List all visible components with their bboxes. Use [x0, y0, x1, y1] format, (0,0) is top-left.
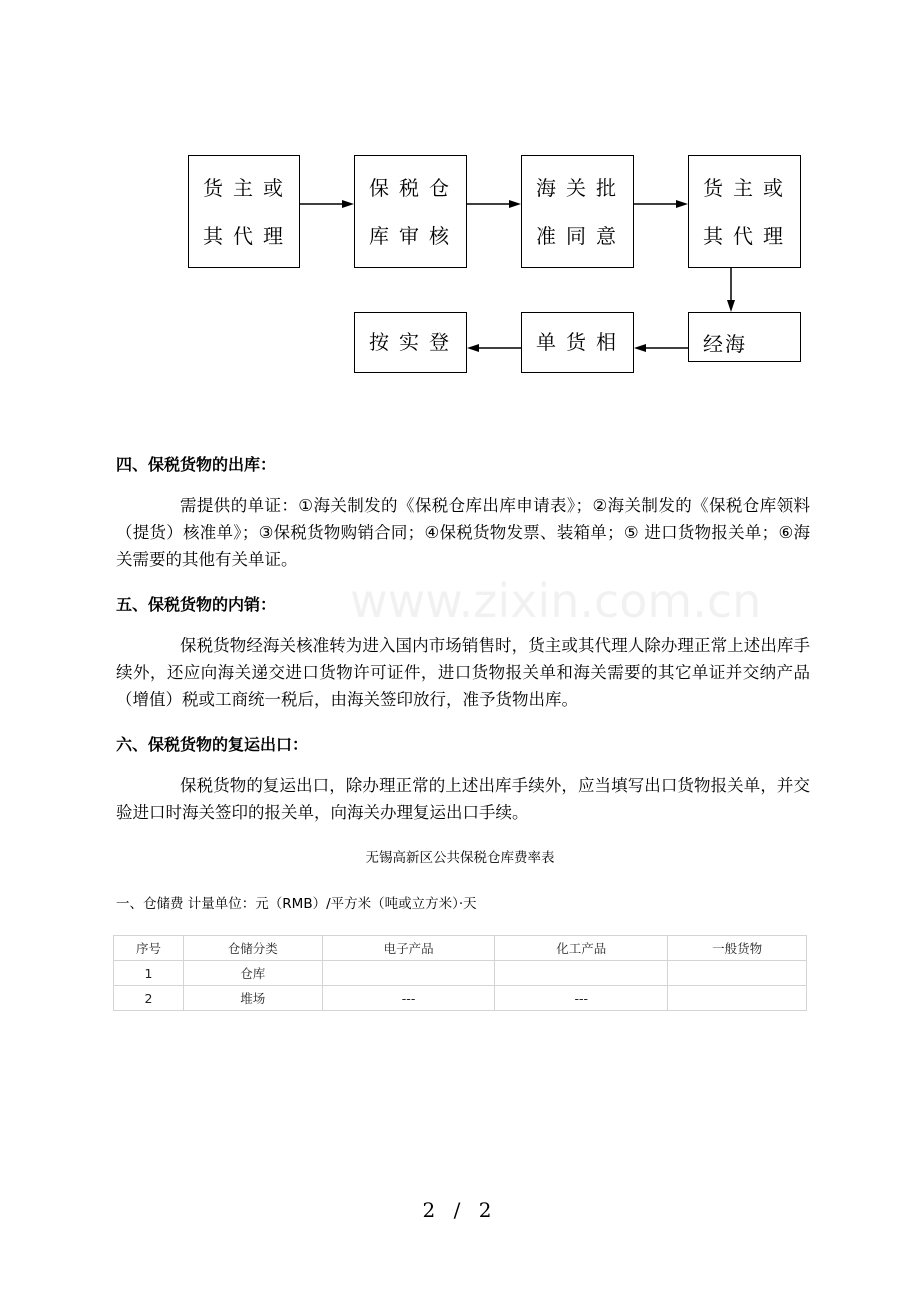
arrowhead: [727, 300, 735, 312]
arrowhead: [342, 200, 354, 208]
arrowhead: [676, 200, 688, 208]
table-cell: [668, 961, 807, 986]
flow-box-text: 其代理: [203, 224, 293, 248]
section-body-outbound: 需提供的单证：①海关制发的《保税仓库出库申请表》；②海关制发的《保税仓库领料（提货）核准单》；③保税货物购销合同；④保税货物发票、装箱单；⑤ 进口货物报关单；⑥海关需要的其他有关单证。: [116, 496, 810, 569]
flow-box-text: 其代理: [703, 224, 793, 248]
page-number: 2 / 2: [422, 1198, 498, 1222]
flow-box-text: 库审核: [369, 224, 459, 248]
flowchart-arrows: [0, 0, 920, 420]
flow-box-text: 货主或: [203, 176, 293, 200]
section-heading-outbound: 四、保税货物的出库：: [116, 455, 277, 474]
watermark: www.zixin.com.cn: [350, 574, 762, 628]
flow-box-text: 准同意: [536, 224, 626, 248]
rate-table-unit-line: 一、仓储费 计量单位：元（RMB）/平方米（吨或立方米）·天: [116, 896, 477, 912]
table-row: [114, 986, 807, 1011]
table-cell: 1: [114, 961, 184, 986]
section-heading-re-export: 六、保税货物的复运出口：: [116, 735, 309, 754]
table-header-cell: 序号: [114, 936, 184, 961]
arrowhead: [467, 344, 479, 352]
table-header-cell: 仓储分类: [183, 936, 322, 961]
table-cell: [668, 986, 807, 1011]
table-header-cell: 化工产品: [495, 936, 668, 961]
rate-table-caption: 无锡高新区公共保税仓库费率表: [365, 850, 555, 866]
table-cell: [322, 961, 495, 986]
flow-box-text: 按实登: [369, 330, 459, 354]
table-row: [114, 961, 807, 986]
flow-box-text: 经海: [703, 332, 747, 356]
table-header-cell: 电子产品: [322, 936, 495, 961]
section-heading-domestic-sale: 五、保税货物的内销：: [116, 595, 277, 614]
table-header-cell: 一般货物: [668, 936, 807, 961]
section-body-domestic-sale: 保税货物经海关核准转为进入国内市场销售时，货主或其代理人除办理正常上述出库手续外，还应向海关递交进口货物许可证件，进口货物报关单和海关需要的其它单证并交纳产品（增值）税或工商统一税后，由海关签印放行，准予货物出库。: [116, 636, 810, 709]
arrowhead: [509, 200, 521, 208]
table-cell: 仓库: [183, 961, 322, 986]
flow-box-text: 货主或: [703, 176, 793, 200]
flow-box-text: 保税仓: [369, 176, 459, 200]
table-header-row: [114, 936, 807, 961]
table-cell: ---: [495, 986, 668, 1011]
rate-table: [113, 935, 807, 1011]
section-body-re-export: 保税货物的复运出口，除办理正常的上述出库手续外，应当填写出口货物报关单，并交验进口时海关签印的报关单，向海关办理复运出口手续。: [116, 776, 810, 822]
table-cell: [495, 961, 668, 986]
flow-box-text: 单货相: [536, 330, 626, 354]
flow-box-text: 海关批: [536, 176, 626, 200]
table-cell: 2: [114, 986, 184, 1011]
table-cell: ---: [322, 986, 495, 1011]
arrowhead: [634, 344, 646, 352]
table-cell: 堆场: [183, 986, 322, 1011]
